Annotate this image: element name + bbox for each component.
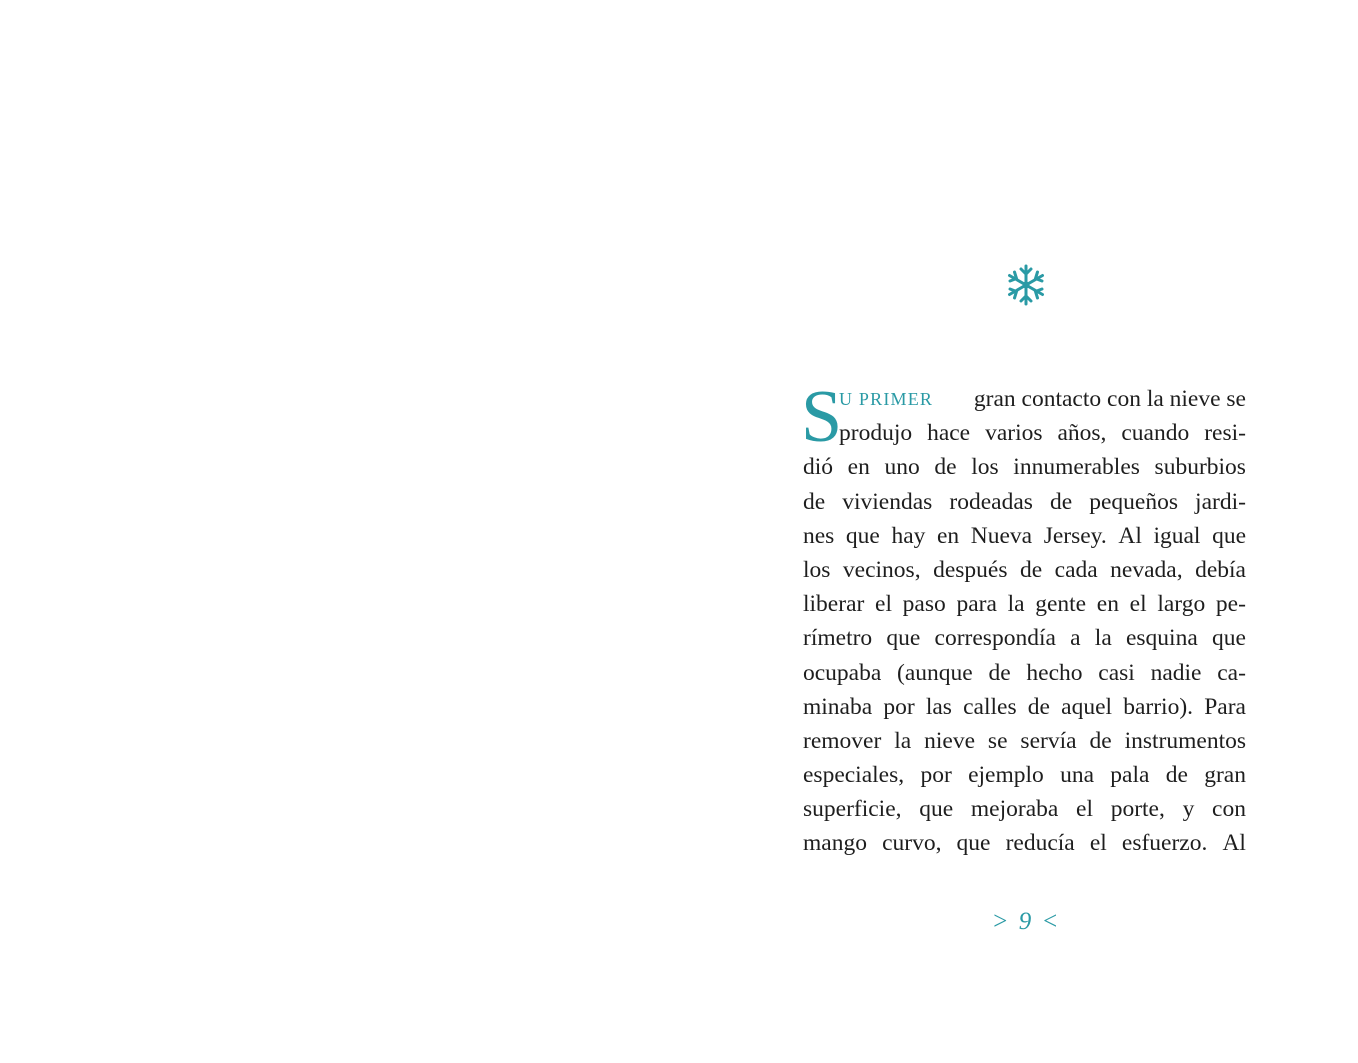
- text-line-3: dió en uno de los innumerables suburbios: [803, 454, 1246, 481]
- text-line-8: rímetro que correspondía a la esquina que: [803, 625, 1246, 652]
- text-line-12: especiales, por ejemplo una pala de gran: [803, 762, 1246, 789]
- text-line-9: ocupaba (aunque de hecho casi nadie ca-: [803, 659, 1246, 686]
- text-line-1-rest: gran contacto con la nieve se: [973, 386, 1246, 412]
- page-number: > 9 <: [991, 908, 1061, 935]
- right-page: [679, 0, 1358, 1063]
- snowflake-icon: [1005, 264, 1047, 306]
- text-line-14: mango curvo, que reducía el esfuerzo. Al: [803, 830, 1246, 857]
- text-line-7: liberar el paso para la gente en el largo pe-: [803, 591, 1246, 618]
- text-line-1: [803, 382, 1246, 416]
- text-line-10: minaba por las calles de aquel barrio). Para: [803, 693, 1246, 720]
- body-paragraph: [801, 376, 1246, 861]
- text-line-11: remover la nieve se servía de instrumentos: [803, 727, 1246, 754]
- text-line-6: los vecinos, después de cada nevada, debía: [803, 556, 1246, 583]
- text-line-4: de viviendas rodeadas de pequeños jardi-: [803, 488, 1246, 515]
- text-line-13: superficie, que mejoraba el porte, y con: [803, 796, 1246, 823]
- text-line-2: produjo hace varios años, cuando resi-: [839, 420, 1246, 447]
- small-caps-lead: U PRIMER: [839, 389, 934, 409]
- drop-cap: S: [801, 376, 843, 458]
- text-line-5: nes que hay en Nueva Jersey. Al igual que: [803, 522, 1246, 549]
